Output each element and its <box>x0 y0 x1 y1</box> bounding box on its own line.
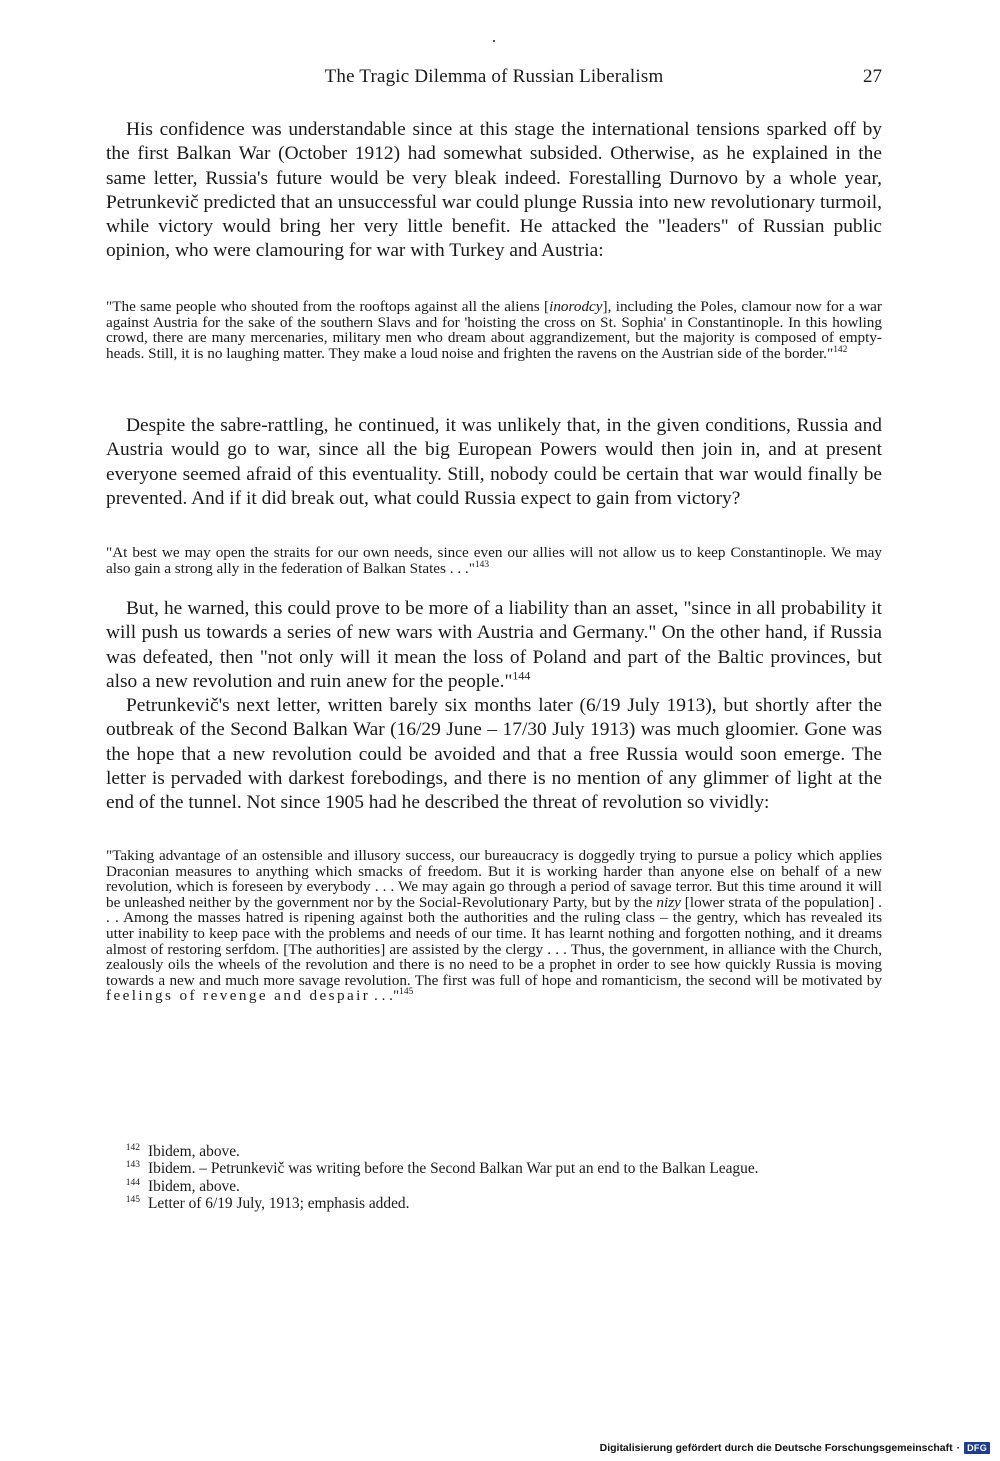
paragraph-1: His confidence was understandable since at this stage the international tensions sparked off by the first Balkan War (October 1912) had somewhat subsided. Otherwise, as he explained in the same letter, Russia's future would be very bleak indeed. Forestalling Durnovo by a whole year, Petrunkevič predicted that an unsuccessful war could plunge Russia into new revolutionary turmoil, while victory would bring her very little benefit. He attacked the "leaders" of Russian public opinion, who were clamouring for war with Turkey and Austria: <box>106 119 882 262</box>
footnote-number-143: 143 <box>125 1159 140 1171</box>
footnote-ref-144: 144 <box>512 668 531 683</box>
quote-3-emphasis: feelings of revenge and despair <box>106 987 371 1005</box>
quote-3-text-b: [lower strata of the population] . . . Among the masses hatred is ripening against both the authorities and the ruling class – the gentry, which has revealed its utter inability to keep pace with the problems and needs of our time. It has learnt nothing and forgotten nothing, and it dreams almost of restoring serfdom. [The authorities] are assisted by the clergy . . . Thus, the government, in alliance with the Church, zealously oils the wheels of the revolution and there is no need to be a prophet in order to see how quickly Russia is moving towards a new and much more savage revolution. The first was full of hope and romanticism, the second will be motivated by <box>106 893 882 989</box>
digitization-credit: Digitalisierung gefördert durch die Deutsche Forschungsgemeinschaft · DFG <box>600 1442 990 1454</box>
footnote-text-145: Letter of 6/19 July, 1913; emphasis added. <box>148 1195 410 1213</box>
quote-3-italic: nizy <box>656 893 681 911</box>
block-quote-1 <box>106 299 882 361</box>
dfg-logo: DFG <box>964 1442 990 1454</box>
paragraph-2-block <box>106 414 882 511</box>
footnote-text-142: Ibidem, above. <box>148 1143 240 1160</box>
footnote-number-142: 142 <box>125 1141 140 1153</box>
paragraph-2: Despite the sabre-rattling, he continued, it was unlikely that, in the given conditions, Russia and Austria would go to war, since all the big European Powers would then join in, and at present everyone seemed afraid of this eventuality. Still, nobody could be certain that war would finally be prevented. And if it did break out, what could Russia expect to gain from victory? <box>106 415 882 509</box>
quote-1-text-a: "The same people who shouted from the rooftops against all the aliens [ <box>106 298 550 315</box>
quote-1-text-b: ], including the Poles, clamour now for a war against Austria for the sake of the southern Slavs and for 'hoisting the cross on St. Sophia' in Constantinople. In this howling crowd, there are many mercenaries, military men who dream about aggrandizement, but the majority is composed of empty-heads. Still, it is no laughing matter. They make a loud noise and frighten the ravens on the Austrian side of the border." <box>106 298 882 362</box>
footnote-ref-145: 145 <box>399 987 414 998</box>
running-title: The Tragic Dilemma of Russian Liberalism <box>324 66 664 87</box>
footnote-143 <box>106 1160 882 1177</box>
scan-mark <box>493 40 495 42</box>
paragraph-3 <box>106 597 882 694</box>
footnote-145 <box>106 1195 882 1212</box>
footnote-144 <box>106 1178 882 1195</box>
block-quote-3 <box>106 848 882 1004</box>
paragraph-3-block <box>106 597 882 816</box>
credit-text: Digitalisierung gefördert durch die Deutsche Forschungsgemeinschaft <box>599 1442 953 1454</box>
footnote-number-145: 145 <box>125 1194 140 1206</box>
page-number: 27 <box>863 66 882 87</box>
quote-1-italic: inorodcy <box>549 298 603 315</box>
block-quote-2 <box>106 545 882 576</box>
quote-2-text: "At best we may open the straits for our own needs, since even our allies will not allow us to keep Constantinople. We may also gain a strong ally in the federation of Balkan States . . ." <box>106 544 882 577</box>
page-header <box>106 66 882 94</box>
quote-1-block <box>106 299 882 361</box>
footnote-ref-142: 142 <box>833 344 848 355</box>
quote-3-text-c: . . ." <box>370 987 400 1005</box>
quote-3-block <box>106 848 882 1004</box>
quote-2-block <box>106 545 882 576</box>
footnote-142 <box>106 1143 882 1160</box>
paragraph-1-block <box>106 118 882 264</box>
paragraph-3-text: But, he warned, this could prove to be more of a liability than an asset, "since in all probability it will push us towards a series of new wars with Austria and Germany." On the other hand, if Russia was defeated, then "not only will it mean the loss of Poland and part of the Baltic provinces, but also a new revolution and ruin anew for the people." <box>106 598 882 692</box>
footnote-text-143: Ibidem. – Petrunkevič was writing before the Second Balkan War put an end to the Balkan League. <box>148 1160 759 1178</box>
footnote-text-144: Ibidem, above. <box>148 1177 240 1195</box>
footnote-ref-143: 143 <box>474 559 490 570</box>
footnotes <box>106 1143 882 1213</box>
footnote-number-144: 144 <box>125 1176 140 1188</box>
quote-3-text-a: "Taking advantage of an ostensible and illusory success, our bureaucracy is doggedly trying to pursue a policy which applies Draconian measures to anything which smacks of freedom. But it is working harder than anyone else on behalf of a new revolution, which is foreseen by everybody . . . We may again go through a period of savage terror. But this time around it will be unleashed neither by the government nor by the Social-Revolutionary Party, but by the <box>106 847 882 911</box>
paragraph-4: Petrunkevič's next letter, written barely six months later (6/19 July 1913), but shortly after the outbreak of the Second Balkan War (16/29 June – 17/30 July 1913) was much gloomier. Gone was the hope that a new revolution could be avoided and that a free Russia would soon emerge. The letter is pervaded with darkest forebodings, and there is no mention of any glimmer of light at the end of the tunnel. Not since 1905 had he described the threat of revolution so vividly: <box>106 695 882 814</box>
